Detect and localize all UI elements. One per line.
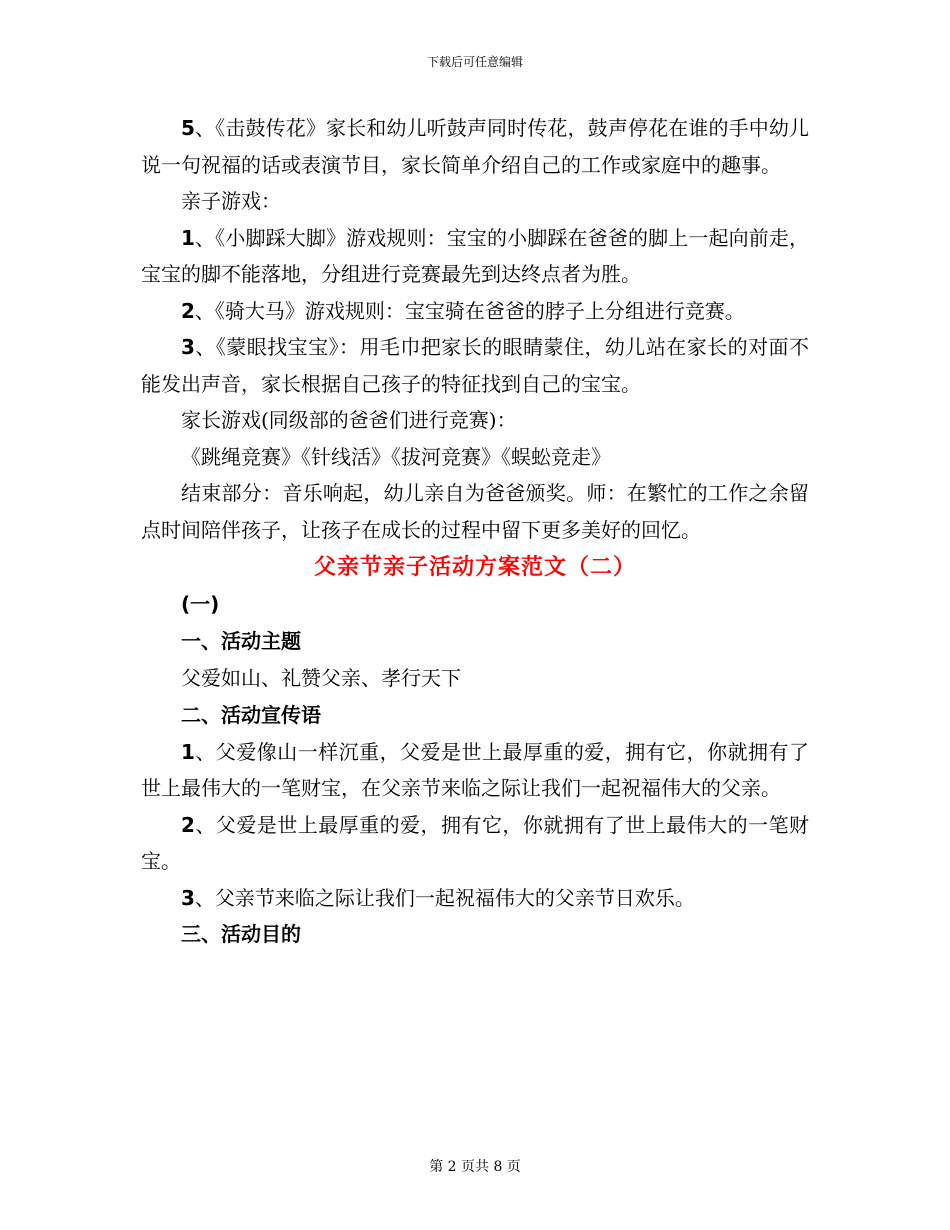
item-number: 2 <box>181 298 195 323</box>
item-number: 3 <box>181 335 195 359</box>
heading-activity-purpose: 三、活动目的 <box>181 922 301 946</box>
paragraph-text: 亲子游戏： <box>181 189 281 213</box>
paragraph-text: 、《小脚踩大脚》游戏规则：宝宝的小脚踩在爸爸的脚上一起向前走，宝宝的脚不能落地，分组进行竞赛最先到达终点者为胜。 <box>141 225 809 286</box>
heading-slogans: 二、活动宣传语 <box>181 702 321 727</box>
paragraph-text: 、父亲节来临之际让我们一起祝福伟大的父亲节日欢乐。 <box>194 885 695 910</box>
header-text: 下载后可任意编辑 <box>426 55 523 69</box>
paragraph-text: 、《骑大马》游戏规则：宝宝骑在爸爸的脖子上分组进行竞赛。 <box>194 298 745 323</box>
paragraph-text: 、《击鼓传花》家长和幼儿听鼓声同时传花，鼓声停花在谁的手中幼儿说一句祝福的话或表演节目，家长简单介绍自己的工作或家庭中的趣事。 <box>141 116 809 177</box>
paragraph-text: 、父爱是世上最厚重的爱，拥有它，你就拥有了世上最伟大的一笔财宝。 <box>141 812 809 873</box>
paragraph-text: 、父爱像山一样沉重，父爱是世上最厚重的爱，拥有它，你就拥有了世上最伟大的一笔财宝，在父亲节来临之际让我们一起祝福伟大的父亲。 <box>141 739 809 800</box>
paragraph-text: 家长游戏(同级部的爸爸们进行竞赛)： <box>181 408 517 432</box>
paragraph-game-5 <box>141 110 809 183</box>
paragraph-game-2 <box>141 293 809 330</box>
item-number: 2 <box>181 812 195 837</box>
paragraph-slogan-2 <box>141 807 809 880</box>
part-label: (一) <box>181 592 220 616</box>
item-number: 3 <box>181 885 195 910</box>
paragraph-parent-games <box>141 402 809 439</box>
heading-activity-theme: 一、活动主题 <box>181 629 301 653</box>
document-body <box>141 110 809 953</box>
paragraph-text: 结束部分：音乐响起，幼儿亲自为爸爸颁奖。师：在繁忙的工作之余留点时间陪伴孩子，让孩子在成长的过程中留下更多美好的回忆。 <box>141 481 809 542</box>
item-number: 1 <box>181 739 195 764</box>
section-title: 父亲节亲子活动方案范文（二） <box>313 554 636 580</box>
paragraph-game-3 <box>141 329 809 402</box>
paragraph-game-list <box>141 439 809 476</box>
paragraph-game-1 <box>141 220 809 293</box>
paragraph-slogan-1 <box>141 734 809 807</box>
paragraph-theme <box>141 660 809 697</box>
paragraph-text: 父爱如山、礼赞父亲、孝行天下 <box>181 666 461 690</box>
paragraph-text: 、《蒙眼找宝宝》：用毛巾把家长的眼睛蒙住，幼儿站在家长的对面不能发出声音，家长根据自己孩子的特征找到自己的宝宝。 <box>141 335 809 396</box>
page-number: 第 2 页共 8 页 <box>429 1159 521 1175</box>
item-number: 1 <box>181 225 195 250</box>
paragraph-parent-child-games <box>141 183 809 220</box>
page-header <box>0 54 950 70</box>
item-number: 5 <box>181 116 195 140</box>
paragraph-text: 《跳绳竞赛》《针线活》《拔河竞赛》《蜈蚣竞走》 <box>181 444 611 469</box>
paragraph-slogan-3 <box>141 880 809 917</box>
page-footer <box>0 1158 950 1176</box>
paragraph-ending <box>141 475 809 548</box>
